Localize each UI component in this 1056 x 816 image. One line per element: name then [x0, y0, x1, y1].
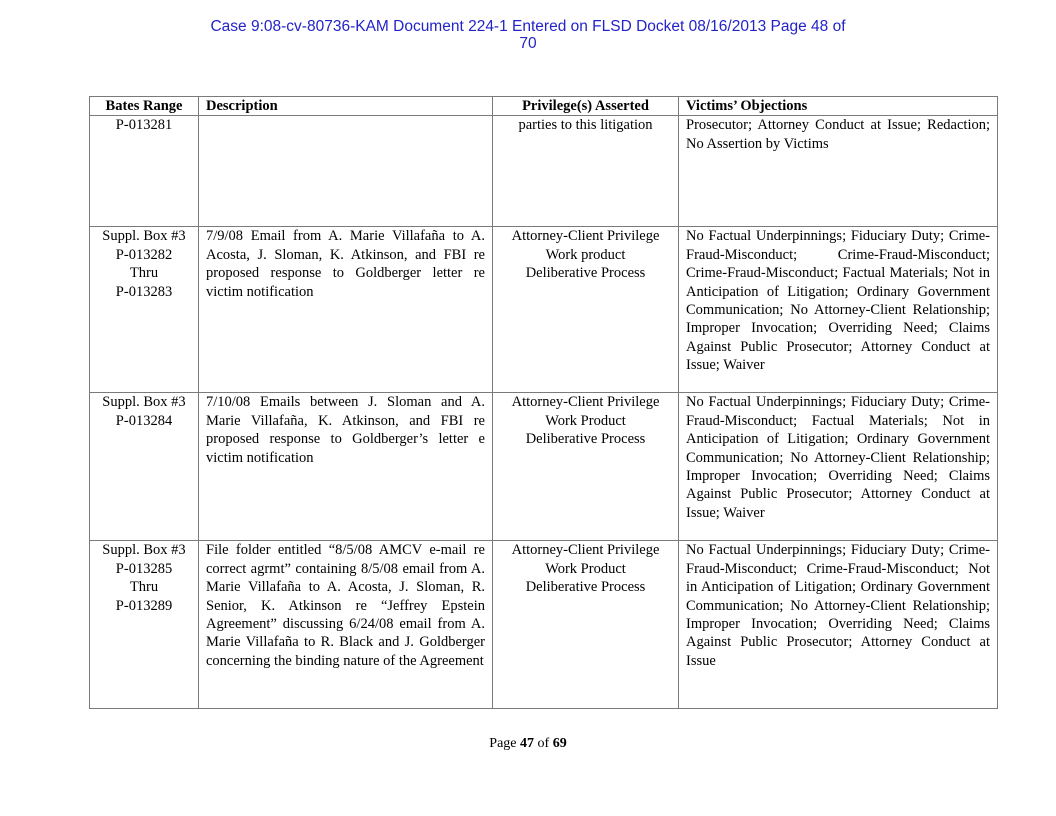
bates-line: P-013284 — [115, 412, 173, 429]
objections-cell: No Factual Underpinnings; Fiduciary Duty; Crime-Fraud-Misconduct; Crime-Fraud-Misconduct; Crime-Fraud-Misconduct; Factual Materials; Not in Anticipation of Litigation; Ordinary Government Communication; No Attorney-Client Relationship; Improper Invocation; Overriding Need; Claims Against Public Prosecutor; Attorney Conduct at Issue; Waiver — [679, 227, 998, 393]
description-cell: 7/10/08 Emails between J. Sloman and A. Marie Villafaña, K. Atkinson, and FBI re proposed response to Goldberger’s letter e victim notification — [199, 393, 493, 541]
privilege-log-table — [89, 96, 998, 709]
privileges-cell — [493, 116, 679, 227]
bates-line: Suppl. Box #3 — [102, 542, 186, 559]
privileges-cell — [493, 393, 679, 541]
table-row — [90, 116, 998, 227]
footer-prefix: Page — [489, 736, 517, 751]
column-header-objections: Victims’ Objections — [679, 97, 998, 116]
bates-line: Suppl. Box #3 — [102, 394, 186, 411]
docket-header-line1: Case 9:08-cv-80736-KAM Document 224-1 Entered on FLSD Docket 08/16/2013 Page 48 of — [210, 18, 846, 35]
bates-range-cell — [90, 116, 199, 227]
privileges-cell — [493, 541, 679, 709]
bates-line: P-013282 — [115, 246, 173, 263]
docket-header — [0, 18, 1056, 52]
privilege-line: Attorney-Client Privilege — [511, 228, 660, 245]
column-header-privileges: Privilege(s) Asserted — [493, 97, 679, 116]
bates-range-cell — [90, 541, 199, 709]
privileges-cell — [493, 227, 679, 393]
objections-cell: Prosecutor; Attorney Conduct at Issue; Redaction; No Assertion by Victims — [679, 116, 998, 227]
objections-cell: No Factual Underpinnings; Fiduciary Duty; Crime-Fraud-Misconduct; Crime-Fraud-Misconduct; Not in Anticipation of Litigation; Ordinary Government Communication; No Attorney-Client Relationship; Improper Invocation; Overriding Need; Claims Against Public Prosecutor; Attorney Conduct at Issue — [679, 541, 998, 709]
privilege-line: Deliberative Process — [525, 265, 646, 282]
table-header-row — [90, 97, 998, 116]
bates-range-cell — [90, 227, 199, 393]
privilege-line: parties to this litigation — [518, 117, 653, 134]
table-row — [90, 393, 998, 541]
description-cell: File folder entitled “8/5/08 AMCV e-mail re correct agrmt” containing 8/5/08 email from A. Marie Villafaña to A. Acosta, J. Sloman, R. Senior, K. Atkinson re “Jeffrey Epstein Agreement” discussing 6/24/08 email from A. Marie Villafaña to R. Black and J. Goldberger concerning the binding nature of the Agreement — [199, 541, 493, 709]
privilege-line: Deliberative Process — [525, 579, 646, 596]
description-cell — [199, 116, 493, 227]
bates-line: P-013281 — [115, 117, 173, 134]
objections-cell: No Factual Underpinnings; Fiduciary Duty; Crime-Fraud-Misconduct; Factual Materials; Not in Anticipation of Litigation; Ordinary Government Communication; No Attorney-Client Relationship; Improper Invocation; Overriding Need; Claims Against Public Prosecutor; Attorney Conduct at Issue; Waiver — [679, 393, 998, 541]
column-header-bates-range: Bates Range — [90, 97, 199, 116]
table-row — [90, 227, 998, 393]
footer-of: of — [537, 736, 550, 751]
bates-line: Thru — [129, 579, 159, 596]
docket-header-line2: 70 — [519, 35, 537, 52]
footer-page-number: 47 — [520, 736, 535, 751]
privilege-line: Work product — [545, 246, 626, 263]
page-footer — [0, 736, 1056, 752]
privilege-line: Deliberative Process — [525, 431, 646, 448]
privilege-line: Attorney-Client Privilege — [511, 394, 660, 411]
bates-line: Suppl. Box #3 — [102, 228, 186, 245]
privilege-line: Work Product — [545, 560, 626, 577]
column-header-description: Description — [199, 97, 493, 116]
table-row — [90, 541, 998, 709]
privilege-line: Attorney-Client Privilege — [511, 542, 660, 559]
bates-line: P-013285 — [115, 560, 173, 577]
bates-line: P-013283 — [115, 283, 173, 300]
privilege-line: Work Product — [545, 412, 626, 429]
footer-page-total: 69 — [552, 736, 567, 751]
bates-line: P-013289 — [115, 597, 173, 614]
bates-range-cell — [90, 393, 199, 541]
bates-line: Thru — [129, 265, 159, 282]
description-cell: 7/9/08 Email from A. Marie Villafaña to A. Acosta, J. Sloman, K. Atkinson, and FBI re proposed response to Goldberger letter re victim notification — [199, 227, 493, 393]
